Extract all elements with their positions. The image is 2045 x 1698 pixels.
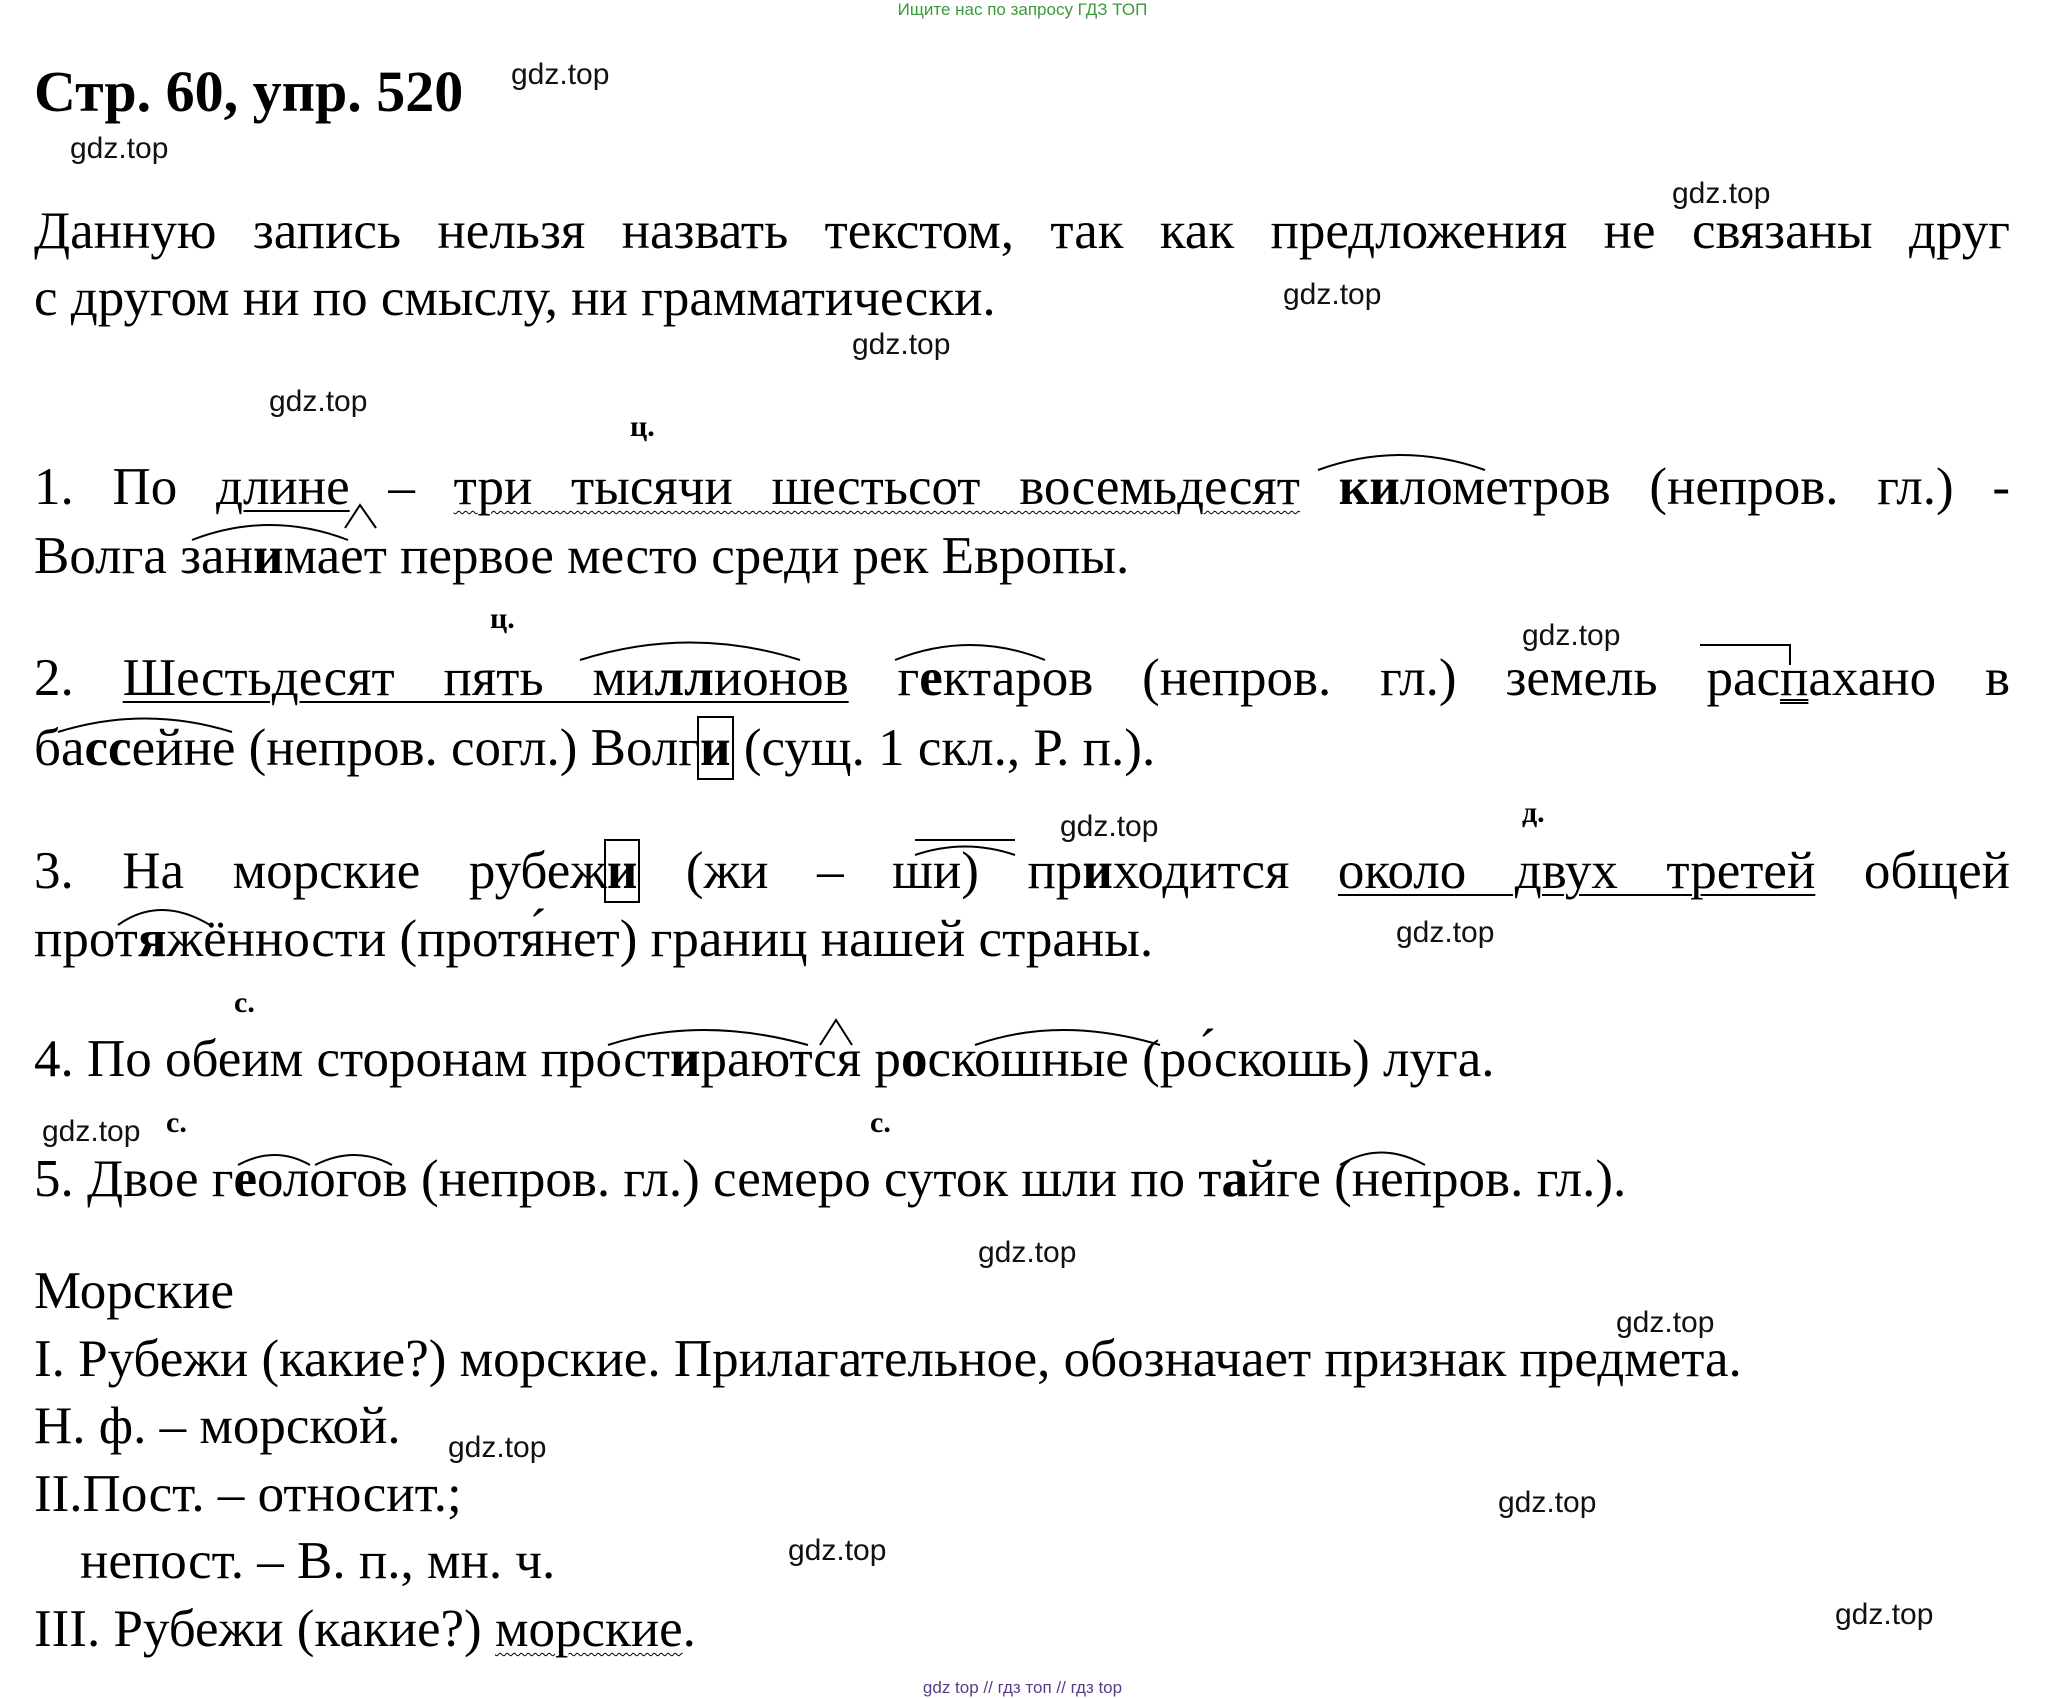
text: ейне (непров. согл.) Волг [131,719,701,777]
adverbial: около двух третей [1337,842,1816,900]
text: общей [1815,842,2011,900]
footer: gdz top // гдз топ // гдз top [922,1678,1123,1697]
spelling: сс [84,719,132,777]
watermark: gdz.top [70,132,169,165]
analysis-line: Н. ф. – морской. [34,1397,401,1455]
sentence-1-line-1 [34,458,2011,516]
watermark: gdz.top [1396,916,1495,949]
mark-s: с. [166,1106,187,1139]
prefix-consonant: п [1780,649,1809,707]
spelling: и [1082,842,1113,900]
mark-s: с. [870,1106,891,1139]
spelling: и [252,527,284,585]
mark-s: с. [234,986,255,1019]
watermark: gdz.top [1522,619,1621,652]
text: Шестьдесят пять ми [122,649,655,707]
intro-line: Данную запись нельзя назвать текстом, так как предложения не связаны друг [34,202,2010,260]
watermark: gdz.top [1672,177,1771,210]
mark-ts: ц. [490,602,515,635]
text: прот [34,910,138,968]
sentence-5 [34,1150,1627,1208]
sentence-1-line-2 [34,527,1130,585]
sentence-3-line-2 [34,910,1154,968]
text: ба [34,719,85,777]
spelling: я [137,910,167,968]
text: жённости (протя́нет) границ нашей страны. [166,910,1154,968]
watermark: gdz.top [978,1236,1077,1269]
text: (сущ. 1 скл., Р. п.). [730,719,1156,777]
spelling: о [900,1030,928,1088]
watermark: gdz.top [1498,1486,1597,1519]
page-title: Стр. 60, упр. 520 [34,59,464,124]
subject-part [123,649,849,707]
sentence-2-line-2 [34,719,1156,777]
text [1300,458,1339,516]
text: лометров (непров. гл.) - [1399,458,2011,516]
spelling: е [233,1150,258,1208]
watermark: gdz.top [42,1115,141,1148]
analysis-line: II.Пост. – относит.; [34,1465,462,1523]
analysis-line: непост. – В. п., мн. ч. [80,1532,556,1590]
attribute: морские [494,1600,683,1658]
watermark: gdz.top [448,1431,547,1464]
text: 2. [34,649,123,707]
text: – [349,458,454,516]
text: 5. Двое г [34,1150,234,1208]
text: ктаров (непров. гл.) земель рас [942,649,1781,707]
text: ахано в [1808,649,2011,707]
text: 1. По [34,458,216,516]
text: скошные (ро́скошь) луга. [927,1030,1495,1088]
text: г [848,649,920,707]
analysis-head: Морские [34,1262,234,1320]
watermark: gdz.top [1616,1306,1715,1339]
mark-ts: ц. [630,410,655,443]
text: 4. По обеим сторонам прост [34,1030,670,1088]
text: мает первое место среди рек Европы. [283,527,1130,585]
spelling: и [670,1030,701,1088]
text: ионов [713,649,849,707]
watermark: gdz.top [1283,278,1382,311]
text: Волга зан [34,527,253,585]
watermark: gdz.top [511,58,610,91]
sentence-3-line-1 [34,842,2011,900]
text: ходится [1112,842,1338,900]
text: 3. На морские рубеж [34,842,607,900]
watermark: gdz.top [1060,810,1159,843]
analysis-line [34,1600,696,1658]
predicate-part: три тысячи шестьсот восемьдесят [453,458,1300,516]
watermark: gdz.top [852,328,951,361]
text: ологов (непров. гл.) семеро суток шли по т [257,1150,1222,1208]
subject-part: длине [216,458,350,516]
text: йге (непров. гл.). [1247,1150,1627,1208]
text: III. Рубежи (какие?) [34,1600,495,1658]
spelling: ки [1338,458,1400,516]
ending-box: и [700,719,731,777]
text: раются р [700,1030,901,1088]
analysis-line: I. Рубежи (какие?) морские. Прилагательное, обозначает признак предмета. [34,1330,1742,1388]
watermark: gdz.top [788,1534,887,1567]
ending-box: и [606,842,638,900]
sentence-2-line-1 [34,649,2011,707]
watermark: gdz.top [269,385,368,418]
mark-d: д. [1522,796,1545,829]
intro-line: с другом ни по смыслу, ни грамматически. [34,269,996,327]
spelling: а [1221,1150,1248,1208]
spelling: лл [654,649,714,707]
sentence-4 [34,1030,1495,1088]
spelling: е [919,649,943,707]
watermark: gdz.top [1835,1598,1934,1631]
text: . [682,1600,696,1658]
text: (жи – ши) пр [637,842,1083,900]
top-banner: Ищите нас по запросу ГДЗ ТОП [897,0,1148,19]
